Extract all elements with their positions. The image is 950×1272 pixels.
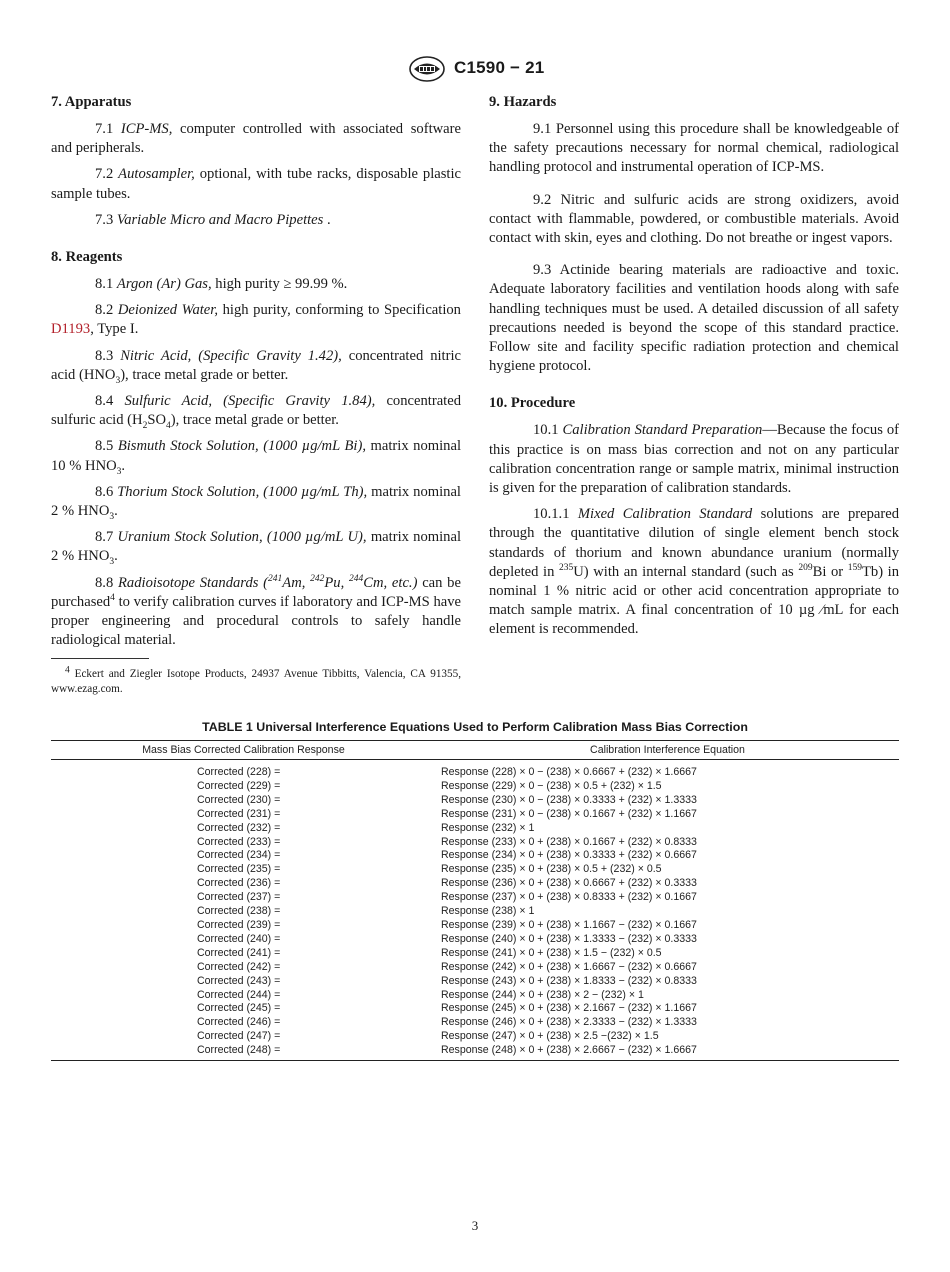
corrected-cell: Corrected (241) = [197, 946, 281, 959]
corrected-cell: Corrected (247) = [197, 1030, 281, 1043]
equation-cell: Response (235) × 0 + (238) × 0.5 + (232) × 0.5 [441, 863, 662, 876]
corrected-cell: Corrected (234) = [197, 849, 281, 862]
equation-cell: Response (236) × 0 + (238) × 0.6667 + (232) × 0.3333 [441, 877, 697, 890]
corrected-cell: Corrected (229) = [197, 779, 281, 792]
corrected-cell: Corrected (236) = [197, 877, 281, 890]
equation-cell: Response (237) × 0 + (238) × 0.8333 + (232) × 0.1667 [441, 891, 697, 904]
equation-cell: Response (242) × 0 + (238) × 1.6667 − (232) × 0.6667 [441, 960, 697, 973]
table-row [51, 1002, 899, 1016]
left-column [51, 92, 461, 657]
table-header-equation: Calibration Interference Equation [436, 741, 899, 760]
para-7-1: 7.1 ICP-MS, computer controlled with associated software and peripherals. [51, 121, 461, 157]
para-8-8: 8.8 Radioisotope Standards ($^{241}$Am, $^{242}$Pu, $^{244}$Cm, etc.) can be purchased$^4$ to verify calibration curves if laboratory and ICP-MS have proper engineering and procedural controls to safely handle radiological material. [51, 573, 461, 649]
standard-designation: C1590 − 21 [454, 58, 545, 77]
equation-cell: Response (241) × 0 + (238) × 1.5 − (232) × 0.5 [441, 946, 662, 959]
corrected-cell: Corrected (232) = [197, 821, 281, 834]
para-10-1-1: 10.1.1 Mixed Calibration Standard solutions are prepared through the quantitative dilution of single element bench stock standards of thorium and known abundance uranium (normally depleted in $^{235}$U) with an internal standard (such as $^{209}$Bi or $^{159}$Tb) in nominal 1 % nitric acid or other acid concentration appropriate to match sample matrix. A final concentration of 10 µg ⁄mL for each element is recommended. [489, 506, 900, 638]
corrected-cell: Corrected (231) = [197, 807, 281, 820]
table-row [51, 933, 899, 947]
table-row [51, 905, 899, 919]
astm-logo-icon [408, 56, 446, 82]
table-row [51, 1016, 899, 1030]
equation-cell: Response (233) × 0 + (238) × 0.1667 + (232) × 0.8333 [441, 835, 697, 848]
footnote-divider [51, 658, 149, 659]
equation-cell: Response (239) × 0 + (238) × 1.1667 − (232) × 0.1667 [441, 918, 697, 931]
table-row [51, 989, 899, 1003]
interference-equations-table [51, 740, 899, 1061]
corrected-cell: Corrected (238) = [197, 905, 281, 918]
equation-cell: Response (234) × 0 + (238) × 0.3333 + (232) × 0.6667 [441, 849, 697, 862]
corrected-cell: Corrected (240) = [197, 932, 281, 945]
table-row [51, 877, 899, 891]
table-header-response: Mass Bias Corrected Calibration Response [51, 741, 436, 760]
table-row [51, 836, 899, 850]
section-7-heading: 7. Apparatus [51, 94, 132, 110]
corrected-cell: Corrected (242) = [197, 960, 281, 973]
section-10-heading: 10. Procedure [489, 395, 576, 412]
equation-cell: Response (248) × 0 + (238) × 2.6667 − (232) × 1.6667 [436, 1044, 899, 1060]
para-7-3: 7.3 Variable Micro and Macro Pipettes . [95, 211, 331, 228]
para-8-3: 8.3 Nitric Acid, (Specific Gravity 1.42), concentrated nitric acid $(HNO_3)$, trace metal grade or better. [51, 347, 461, 386]
para-8-7: 8.7 Uranium Stock Solution, (1000 µg/mL U), matrix nominal 2 % $HNO_3$. [51, 529, 461, 568]
corrected-cell: Corrected (248) = [51, 1044, 436, 1060]
table-row [51, 760, 899, 780]
corrected-cell: Corrected (230) = [197, 793, 281, 806]
para-9-3: 9.3 Actinide bearing materials are radioactive and toxic. Adequate laboratory facilities and ventilation hoods along with safe handling techniques must be used. A detailed discussion of all safety precautions needed is beyond the scope of this standard practice. Follow site and facility specific radiation protection and chemical hygiene protocol. [489, 262, 899, 375]
table-row [51, 1044, 899, 1060]
table-row [51, 808, 899, 822]
table-row [51, 863, 899, 877]
table-row [51, 975, 899, 989]
corrected-cell: Corrected (237) = [197, 891, 281, 904]
table-row [51, 849, 899, 863]
corrected-cell: Corrected (244) = [197, 988, 281, 1001]
right-column [489, 92, 899, 647]
table-row [51, 794, 899, 808]
table-row [51, 961, 899, 975]
page-number: 3 [471, 1218, 479, 1233]
table-row [51, 822, 899, 836]
corrected-cell: Corrected (235) = [197, 863, 281, 876]
equation-cell: Response (238) × 1 [441, 905, 535, 918]
para-9-1: 9.1 Personnel using this procedure shall be knowledgeable of the safety precautions necessary for normal chemical, radiological handling protocol and instrumental operation of ICP-MS. [489, 121, 899, 176]
para-7-2: 7.2 Autosampler, optional, with tube racks, disposable plastic sample tubes. [51, 166, 461, 202]
equation-cell: Response (230) × 0 − (238) × 0.3333 + (232) × 1.3333 [441, 793, 697, 806]
corrected-cell: Corrected (228) = [197, 766, 281, 778]
section-9-heading: 9. Hazards [489, 94, 557, 110]
table-row [51, 919, 899, 933]
table-title: TABLE 1 Universal Interference Equations Used to Perform Calibration Mass Bias Correction [202, 720, 748, 734]
equation-cell: Response (247) × 0 + (238) × 2.5 −(232) × 1.5 [441, 1030, 659, 1043]
table-row [51, 891, 899, 905]
equation-cell: Response (240) × 0 + (238) × 1.3333 − (232) × 0.3333 [441, 932, 697, 945]
para-9-2: 9.2 Nitric and sulfuric acids are strong oxidizers, avoid contact with flammable, powdered, or combustible materials. Avoid contact with skin, eyes and clothing. Do not breathe or ingest vapors. [489, 191, 899, 247]
footnote-ref[interactable]: 4 [110, 593, 115, 603]
d1193-link[interactable]: D1193 [51, 321, 91, 338]
equation-cell: Response (243) × 0 + (238) × 1.8333 − (232) × 0.8333 [441, 974, 697, 987]
para-8-2: 8.2 Deionized Water, high purity, conforming to Specification D1193, Type I. [51, 302, 461, 338]
corrected-cell: Corrected (246) = [197, 1016, 281, 1029]
para-8-1: 8.1 Argon (Ar) Gas, high purity ≥ 99.99 %. [95, 276, 348, 293]
para-8-5: 8.5 Bismuth Stock Solution, (1000 µg/mL Bi), matrix nominal 10 % $HNO_3$. [51, 438, 462, 477]
equation-cell: Response (229) × 0 − (238) × 0.5 + (232) × 1.5 [441, 779, 662, 792]
equation-cell: Response (232) × 1 [441, 821, 535, 834]
corrected-cell: Corrected (239) = [197, 918, 281, 931]
equation-cell: Response (244) × 0 + (238) × 2 − (232) × 1 [441, 988, 644, 1001]
para-8-6: 8.6 Thorium Stock Solution, (1000 µg/mL Th), matrix nominal 2 % $HNO_3$. [51, 483, 461, 522]
section-8-heading: 8. Reagents [51, 249, 123, 266]
footnote: $^4$ Eckert and Ziegler Isotope Products, 24937 Avenue Tibbitts, Valencia, CA 91355, www.ezag.com. [51, 665, 461, 695]
equation-cell: Response (246) × 0 + (238) × 2.3333 − (232) × 1.3333 [441, 1016, 697, 1029]
table-row [51, 780, 899, 794]
para-8-4: 8.4 Sulfuric Acid, (Specific Gravity 1.84), concentrated sulfuric acid $(H_2SO_4)$, trace metal grade or better. [51, 393, 461, 432]
equation-cell: Response (231) × 0 − (238) × 0.1667 + (232) × 1.1667 [441, 807, 697, 820]
equation-cell: Response (228) × 0 − (238) × 0.6667 + (232) × 1.6667 [441, 766, 697, 778]
table-row [51, 947, 899, 961]
corrected-cell: Corrected (243) = [197, 974, 281, 987]
corrected-cell: Corrected (245) = [197, 1002, 281, 1015]
equation-cell: Response (245) × 0 + (238) × 2.1667 − (232) × 1.1667 [441, 1002, 697, 1015]
corrected-cell: Corrected (233) = [197, 835, 281, 848]
para-10-1: 10.1 Calibration Standard Preparation—Because the focus of this practice is on mass bias correction and not on any particular calibration concentration range or sample matrix, minimal instruction is given for the preparation of calibration standards. [489, 422, 899, 497]
page-header [0, 56, 950, 82]
table-row [51, 1030, 899, 1044]
